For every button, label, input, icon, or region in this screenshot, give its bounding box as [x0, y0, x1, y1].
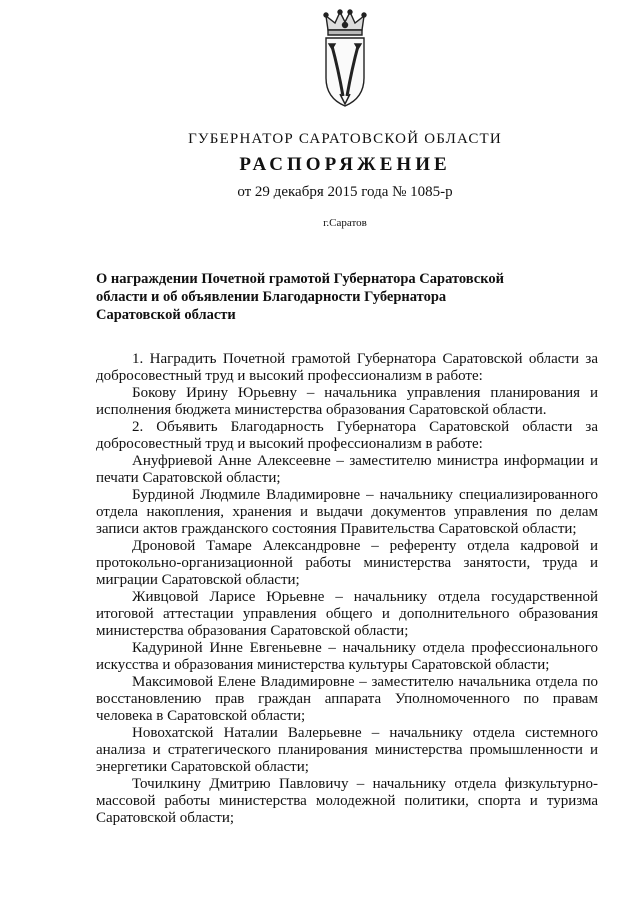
- paragraph-recipient: Живцовой Ларисе Юрьевне – начальнику отдела государственной итоговой аттестации управления общего и дополнительного образования министерства образования Саратовской области;: [96, 589, 598, 639]
- document-type: РАСПОРЯЖЕНИЕ: [239, 154, 451, 175]
- coat-of-arms-emblem: [318, 8, 372, 116]
- paragraph-recipient: Точилкину Дмитрию Павловичу – начальнику отдела физкультурно-массовой работы министерства молодежной политики, спорта и туризма Саратовской области;: [96, 776, 598, 826]
- paragraph-award-decision: 1. Наградить Почетной грамотой Губернатора Саратовской области за добросовестный труд и высокий профессионализм в работе:: [96, 351, 598, 384]
- paragraph-awardee: Бокову Ирину Юрьевну – начальника управления планирования и исполнения бюджета министерства образования Саратовской области.: [96, 385, 598, 418]
- paragraph-recipient: Новохатской Наталии Валерьевне – начальнику отдела системного анализа и стратегического планирования министерства промышленности и энергетики Саратовской области;: [96, 725, 598, 775]
- document-city: г.Саратов: [323, 217, 367, 229]
- document-date-number: от 29 декабря 2015 года № 1085-р: [237, 184, 453, 200]
- paragraph-gratitude-decision: 2. Объявить Благодарность Губернатора Саратовской области за добросовестный труд и высокий профессионализм в работе:: [96, 419, 598, 452]
- paragraph-recipient: Ануфриевой Анне Алексеевне – заместителю министра информации и печати Саратовской области;: [96, 453, 598, 486]
- paragraph-recipient: Максимовой Елене Владимировне – заместителю начальника отдела по восстановлению прав граждан аппарата Уполномоченного по правам человека в Саратовской области;: [96, 674, 598, 724]
- paragraph-recipient: Дроновой Тамаре Александровне – референту отдела кадровой и протокольно-организационной работы министерства занятости, труда и миграции Саратовской области;: [96, 538, 598, 588]
- document-body: [96, 351, 598, 827]
- document-subject: О награждении Почетной грамотой Губернатора Саратовской области и об объявлении Благодарности Губернатора Саратовской области: [96, 271, 504, 323]
- issuer-title: ГУБЕРНАТОР САРАТОВСКОЙ ОБЛАСТИ: [188, 131, 502, 147]
- paragraph-recipient: Бурдиной Людмиле Владимировне – начальнику специализированного отдела накопления, хранения и выдачи документов управления по делам записи актов гражданского состояния Правительства Саратовской области;: [96, 487, 598, 537]
- paragraph-recipient: Кадуриной Инне Евгеньевне – начальнику отдела профессионального искусства и образования министерства культуры Саратовской области;: [96, 640, 598, 673]
